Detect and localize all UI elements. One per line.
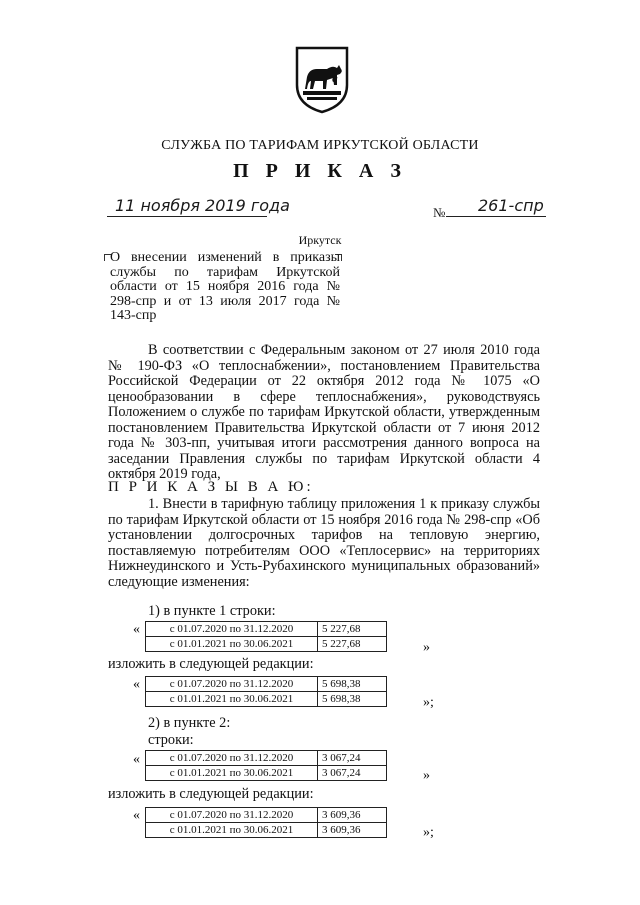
- quote-open: «: [133, 808, 140, 823]
- replace-text-2: изложить в следующей редакции:: [108, 786, 314, 802]
- quote-open: «: [133, 752, 140, 767]
- table-cell-value: 3 067,24: [318, 751, 387, 766]
- quote-close-semicolon: »;: [423, 825, 434, 840]
- document-type-title: П Р И К А З: [233, 160, 407, 182]
- tariff-table-1: [145, 621, 387, 652]
- table-cell-value: 3 609,36: [318, 808, 387, 823]
- quote-close-semicolon: »;: [423, 695, 434, 710]
- table-cell-period: с 01.01.2021 по 30.06.2021: [146, 823, 318, 838]
- table-row: [146, 823, 387, 838]
- document-subject: О внесении изменений в приказы службы по тарифам Иркутской области от 15 ноября 2016 года № 298-спр и от 13 июля 2017 года № 143-спр: [110, 250, 340, 323]
- table-row: [146, 766, 387, 781]
- quote-open: «: [133, 622, 140, 637]
- quote-close: »: [423, 768, 430, 783]
- handwritten-number: 261-спр: [478, 196, 544, 215]
- date-underline: [107, 216, 267, 217]
- table-row: [146, 677, 387, 692]
- table-row: [146, 637, 387, 652]
- quote-close: »: [423, 640, 430, 655]
- table-cell-period: с 01.07.2020 по 31.12.2020: [146, 677, 318, 692]
- city-name: Иркутск: [298, 233, 342, 247]
- tariff-table-3: [145, 750, 387, 781]
- table-cell-period: с 01.07.2020 по 31.12.2020: [146, 751, 318, 766]
- table-cell-value: 3 067,24: [318, 766, 387, 781]
- sub-item-2-rows: строки:: [148, 732, 194, 748]
- preamble-paragraph: В соответствии с Федеральным законом от 27 июля 2010 года № 190-ФЗ «О теплоснабжении», постановлением Правительства Российской Федерации от 22 октября 2012 года № 1075 «О ценообразовании в сфере теплоснабжения», руководствуясь Положением о службе по тарифам Иркутской области, утвержденным постановлением Правительства Иркутской области от 7 июня 2012 года № 303-пп, учитывая итоги рассмотрения данного вопроса на заседании Правления службы по тарифам Иркутской области 4 октября 2019 года,: [108, 342, 540, 482]
- table-cell-period: с 01.07.2020 по 31.12.2020: [146, 808, 318, 823]
- number-label: №: [433, 205, 446, 220]
- number-underline: [446, 216, 546, 217]
- table-row: [146, 622, 387, 637]
- sub-item-1-text: 1) в пункте 1 строки:: [148, 603, 276, 619]
- agency-name: СЛУЖБА ПО ТАРИФАМ ИРКУТСКОЙ ОБЛАСТИ: [161, 138, 479, 153]
- coat-of-arms-emblem: [293, 45, 351, 115]
- table-row: [146, 692, 387, 707]
- table-cell-value: 3 609,36: [318, 823, 387, 838]
- table-cell-value: 5 698,38: [318, 677, 387, 692]
- item-1-paragraph: 1. Внести в тарифную таблицу приложения 1 к приказу службы по тарифам Иркутской области от 15 ноября 2016 года № 298-спр «Об установлении долгосрочных тарифов на тепловую энергию, поставляемую потребителям ООО «Теплосервис» на территориях Нижнеудинского и Усть-Рубахинского муниципальных образований» следующие изменения:: [108, 496, 540, 590]
- sub-item-2-text: 2) в пункте 2:: [148, 715, 231, 731]
- table-cell-value: 5 227,68: [318, 637, 387, 652]
- table-row: [146, 808, 387, 823]
- tariff-table-2: [145, 676, 387, 707]
- table-cell-value: 5 698,38: [318, 692, 387, 707]
- table-row: [146, 751, 387, 766]
- tariff-table-4: [145, 807, 387, 838]
- order-heading: П Р И К А З Ы В А Ю:: [108, 479, 314, 495]
- quote-open: «: [133, 677, 140, 692]
- table-cell-period: с 01.07.2020 по 31.12.2020: [146, 622, 318, 637]
- handwritten-date: 11 ноября 2019 года: [115, 196, 290, 215]
- table-cell-period: с 01.01.2021 по 30.06.2021: [146, 766, 318, 781]
- table-cell-period: с 01.01.2021 по 30.06.2021: [146, 637, 318, 652]
- table-cell-period: с 01.01.2021 по 30.06.2021: [146, 692, 318, 707]
- table-cell-value: 5 227,68: [318, 622, 387, 637]
- replace-text-1: изложить в следующей редакции:: [108, 656, 314, 672]
